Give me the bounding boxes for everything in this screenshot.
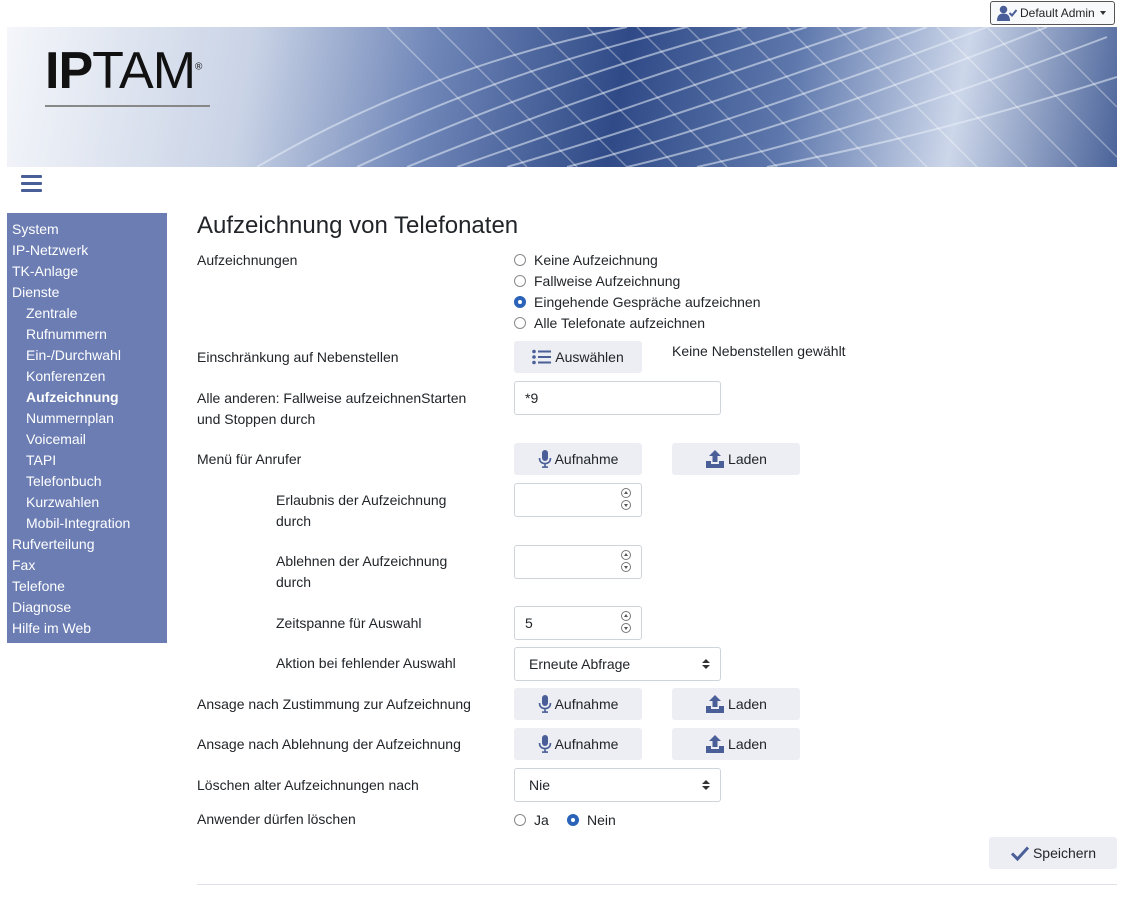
ann-reject-load-label: Laden	[728, 736, 767, 752]
start-stop-code-value: *9	[525, 390, 539, 406]
sidebar-item-telefone[interactable]: Telefone	[12, 578, 65, 594]
delete-old-value: Nie	[529, 777, 551, 793]
sidebar-item-voicemail[interactable]: Voicemail	[26, 431, 86, 447]
timespan-label: Zeitspanne für Auswahl	[276, 615, 422, 631]
radio-delete-no-label: Nein	[587, 812, 616, 828]
select-extensions-button[interactable]	[514, 341, 642, 373]
user-menu-label: Default Admin	[1020, 6, 1095, 20]
others-label: Alle anderen: Fallweise aufzeichnenStarten und Stoppen durch	[197, 390, 467, 427]
recordings-label: Aufzeichnungen	[197, 252, 298, 268]
start-stop-code-input[interactable]	[514, 381, 721, 415]
page-title: Aufzeichnung von Telefonaten	[197, 212, 519, 239]
sidebar-item-ein-durchwahl[interactable]: Ein-/Durchwahl	[26, 347, 121, 363]
sidebar-item-zentrale[interactable]: Zentrale	[26, 305, 78, 321]
deny-label: Ablehnen der Aufzeichnung durch	[276, 553, 448, 590]
radio-no-recording-indicator[interactable]	[514, 254, 526, 266]
allow-spinner[interactable]	[621, 488, 631, 512]
caret-down-icon	[1100, 11, 1106, 15]
timespan-spinner[interactable]	[621, 611, 631, 635]
header-banner	[7, 27, 1117, 167]
select-arrows-icon	[702, 659, 710, 669]
radio-incoming[interactable]	[514, 294, 761, 310]
ann-accept-load-label: Laden	[728, 696, 767, 712]
caller-menu-load-button[interactable]	[672, 443, 800, 475]
sidebar-item-mobil-integration[interactable]: Mobil-Integration	[26, 515, 131, 531]
radio-delete-yes[interactable]	[514, 812, 549, 828]
logo-underline	[45, 105, 210, 107]
timespan-value: 5	[525, 615, 533, 631]
select-extensions-label: Auswählen	[555, 349, 624, 365]
sidebar-item-nummernplan[interactable]: Nummernplan	[26, 410, 114, 426]
caller-menu-record-button[interactable]	[514, 443, 642, 475]
delete-old-label: Löschen alter Aufzeichnungen nach	[197, 777, 419, 793]
sidebar-item-fax[interactable]: Fax	[12, 557, 36, 573]
section-divider	[197, 884, 1117, 885]
no-choice-value: Erneute Abfrage	[529, 656, 631, 672]
users-delete-label: Anwender dürfen löschen	[197, 811, 356, 827]
extensions-status: Keine Nebenstellen gewählt	[672, 343, 846, 359]
microphone-icon	[538, 450, 552, 468]
sidebar-item-tapi[interactable]: TAPI	[26, 452, 57, 468]
ann-accept-load-button[interactable]	[672, 688, 800, 720]
radio-incoming-indicator[interactable]	[514, 296, 526, 308]
radio-case-by-case-label: Fallweise Aufzeichnung	[534, 273, 681, 289]
caller-menu-label: Menü für Anrufer	[197, 451, 302, 467]
sidebar-item-rufverteilung[interactable]: Rufverteilung	[12, 536, 95, 552]
radio-delete-yes-label: Ja	[534, 812, 549, 828]
radio-no-recording-label: Keine Aufzeichnung	[534, 252, 658, 268]
ann-accept-label: Ansage nach Zustimmung zur Aufzeichnung	[197, 696, 471, 712]
radio-all-calls-indicator[interactable]	[514, 317, 526, 329]
no-choice-select[interactable]	[514, 647, 721, 681]
radio-delete-no-indicator[interactable]	[567, 814, 579, 826]
microphone-icon	[538, 695, 552, 713]
deny-spinner[interactable]	[621, 550, 631, 574]
sidebar-item-diagnose[interactable]: Diagnose	[12, 599, 72, 615]
upload-icon	[705, 450, 725, 468]
sidebar-item-aufzeichnung[interactable]: Aufzeichnung	[26, 389, 119, 405]
sidebar-item-tk-anlage[interactable]: TK-Anlage	[12, 263, 79, 279]
sidebar-item-kurzwahlen[interactable]: Kurzwahlen	[26, 494, 100, 510]
save-label: Speichern	[1032, 845, 1097, 861]
ann-reject-label: Ansage nach Ablehnung der Aufzeichnung	[197, 736, 461, 752]
upload-icon	[705, 735, 725, 753]
radio-all-calls[interactable]	[514, 315, 705, 331]
radio-incoming-label: Eingehende Gespräche aufzeichnen	[534, 294, 761, 310]
caller-menu-record-label: Aufnahme	[554, 451, 619, 467]
restriction-label: Einschränkung auf Nebenstellen	[197, 349, 399, 365]
sidebar-item-rufnummern[interactable]: Rufnummern	[26, 326, 107, 342]
save-button[interactable]	[989, 837, 1117, 869]
allow-label: Erlaubnis der Aufzeichnung durch	[276, 492, 447, 529]
checkmark-icon	[1010, 845, 1030, 861]
sidebar-item-dienste[interactable]: Dienste	[12, 284, 60, 300]
ann-reject-record-label: Aufnahme	[554, 736, 619, 752]
delete-old-select[interactable]	[514, 768, 721, 802]
no-choice-label: Aktion bei fehlender Auswahl	[276, 655, 456, 671]
caller-menu-load-label: Laden	[728, 451, 767, 467]
microphone-icon	[538, 735, 552, 753]
sidebar-item-system[interactable]: System	[12, 221, 59, 237]
allow-key-input[interactable]	[514, 483, 642, 517]
radio-case-by-case[interactable]	[514, 273, 680, 289]
radio-delete-yes-indicator[interactable]	[514, 814, 526, 826]
radio-delete-no[interactable]	[567, 812, 616, 828]
menu-toggle-icon[interactable]	[21, 175, 42, 193]
sidebar-nav	[7, 213, 167, 643]
select-arrows-icon	[702, 780, 710, 790]
sidebar-item-hilfe[interactable]: Hilfe im Web	[12, 620, 92, 636]
sidebar-item-konferenzen[interactable]: Konferenzen	[26, 368, 106, 384]
iptam-logo: IPTAM®	[45, 42, 202, 100]
user-menu-button[interactable]	[990, 1, 1115, 25]
ann-reject-load-button[interactable]	[672, 728, 800, 760]
radio-no-recording[interactable]	[514, 252, 658, 268]
ann-reject-record-button[interactable]	[514, 728, 642, 760]
list-icon	[532, 349, 552, 365]
radio-all-calls-label: Alle Telefonate aufzeichnen	[534, 315, 705, 331]
radio-case-by-case-indicator[interactable]	[514, 275, 526, 287]
ann-accept-record-label: Aufnahme	[554, 696, 619, 712]
sidebar-item-telefonbuch[interactable]: Telefonbuch	[26, 473, 102, 489]
user-check-icon	[997, 5, 1017, 21]
deny-key-input[interactable]	[514, 545, 642, 579]
ann-accept-record-button[interactable]	[514, 688, 642, 720]
timespan-input[interactable]	[514, 606, 642, 640]
upload-icon	[705, 695, 725, 713]
sidebar-item-ip-netzwerk[interactable]: IP-Netzwerk	[12, 242, 89, 258]
